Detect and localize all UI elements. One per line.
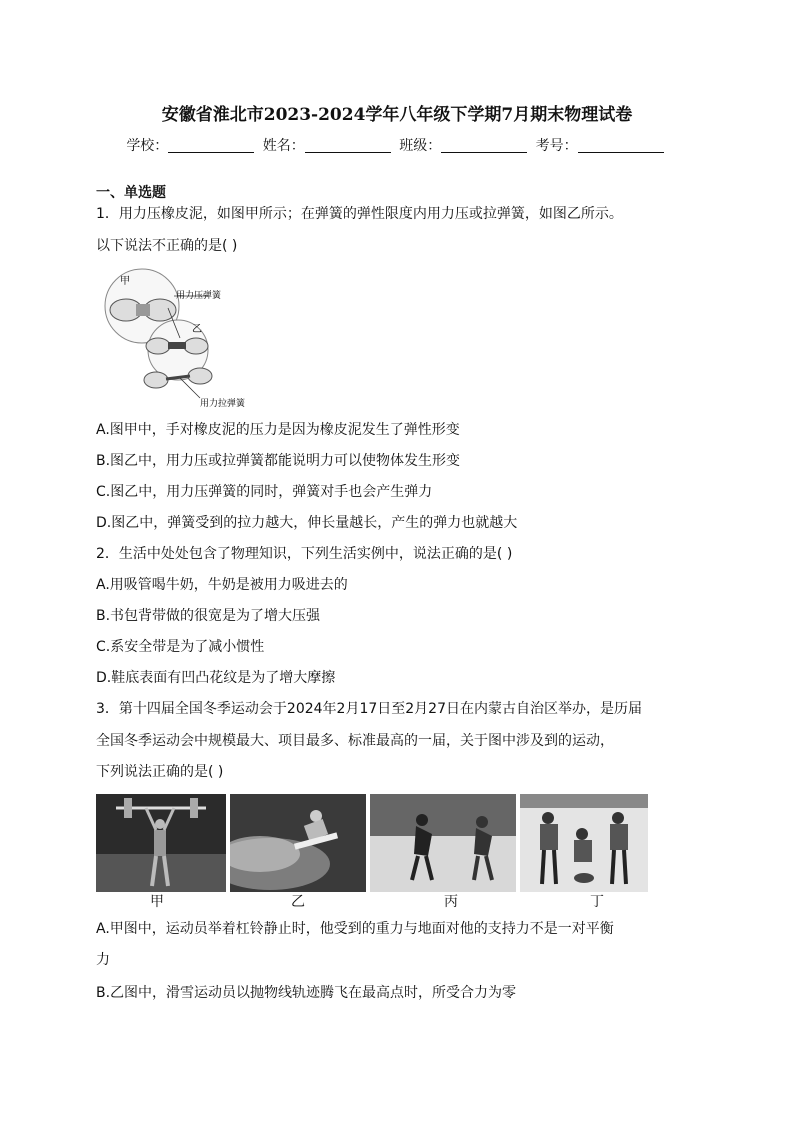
sports-photos xyxy=(96,794,656,894)
exam-no-blank[interactable] xyxy=(578,138,664,153)
q3-option-a-line1: A.甲图中，运动员举着杠铃静止时，他受到的重力与地面对他的支持力不是一对平衡 xyxy=(96,921,614,937)
q1-option-c: C.图乙中，用力压弹簧的同时，弹簧对手也会产生弹力 xyxy=(96,484,433,500)
class-label: 班级： xyxy=(399,138,442,154)
name-label: 姓名： xyxy=(262,138,305,154)
q2-option-b: B.书包背带做的很宽是为了增大压强 xyxy=(96,608,321,624)
caption-bing: 丙 xyxy=(444,894,458,910)
curling-photo xyxy=(520,794,648,892)
fig-label-yi: 乙 xyxy=(192,324,202,335)
section-heading: 一、单选题 xyxy=(96,185,166,201)
q1-option-d: D.图乙中，弹簧受到的拉力越大，伸长量越长，产生的弹力也就越大 xyxy=(96,515,518,531)
q2-option-c: C.系安全带是为了减小惯性 xyxy=(96,639,265,655)
q3-stem-line2: 全国冬季运动会中规模最大、项目最多、标准最高的一届，关于图中涉及到的运动， xyxy=(96,733,614,749)
fig-label-press: 用力压弹簧 xyxy=(176,291,222,301)
q3-stem-line3: 下列说法正确的是( ) xyxy=(96,764,224,780)
weightlifting-photo xyxy=(96,794,226,892)
q1-option-a: A.图甲中，手对橡皮泥的压力是因为橡皮泥发生了弹性形变 xyxy=(96,422,460,438)
q2-option-a: A.用吸管喝牛奶，牛奶是被用力吸进去的 xyxy=(96,577,348,593)
name-blank[interactable] xyxy=(305,138,391,153)
caption-ding: 丁 xyxy=(590,894,604,910)
q3-option-b: B.乙图中，滑雪运动员以抛物线轨迹腾飞在最高点时，所受合力为零 xyxy=(96,985,517,1001)
q1-stem-line1: 1．用力压橡皮泥，如图甲所示；在弹簧的弹性限度内用力压或拉弹簧，如图乙所示。 xyxy=(96,206,623,222)
q1-stem-line2: 以下说法不正确的是( ) xyxy=(96,238,238,254)
fig-label-jia: 甲 xyxy=(120,276,130,287)
q2-stem: 2．生活中处处包含了物理知识，下列生活实例中，说法正确的是( ) xyxy=(96,546,513,562)
student-info-line xyxy=(0,135,794,155)
school-label: 学校： xyxy=(126,138,169,154)
school-blank[interactable] xyxy=(168,138,254,153)
page-title: 安徽省淮北市2023-2024学年八年级下学期7月期末物理试卷 xyxy=(161,105,633,125)
spring-figure xyxy=(96,268,256,410)
snowboard-photo xyxy=(230,794,366,892)
q2-option-d: D.鞋底表面有凹凸花纹是为了增大摩擦 xyxy=(96,670,336,686)
q1-option-b: B.图乙中，用力压或拉弹簧都能说明力可以使物体发生形变 xyxy=(96,453,461,469)
caption-jia: 甲 xyxy=(150,894,164,910)
caption-yi: 乙 xyxy=(291,894,305,910)
fig-label-pull: 用力拉弹簧 xyxy=(200,399,246,409)
class-blank[interactable] xyxy=(441,138,527,153)
speed-skating-photo xyxy=(370,794,516,892)
exam-no-label: 考号： xyxy=(535,138,578,154)
q3-stem-line1: 3．第十四届全国冬季运动会于2024年2月17日至2月27日在内蒙古自治区举办，是历届 xyxy=(96,701,642,717)
q3-option-a-line2: 力 xyxy=(96,952,110,968)
